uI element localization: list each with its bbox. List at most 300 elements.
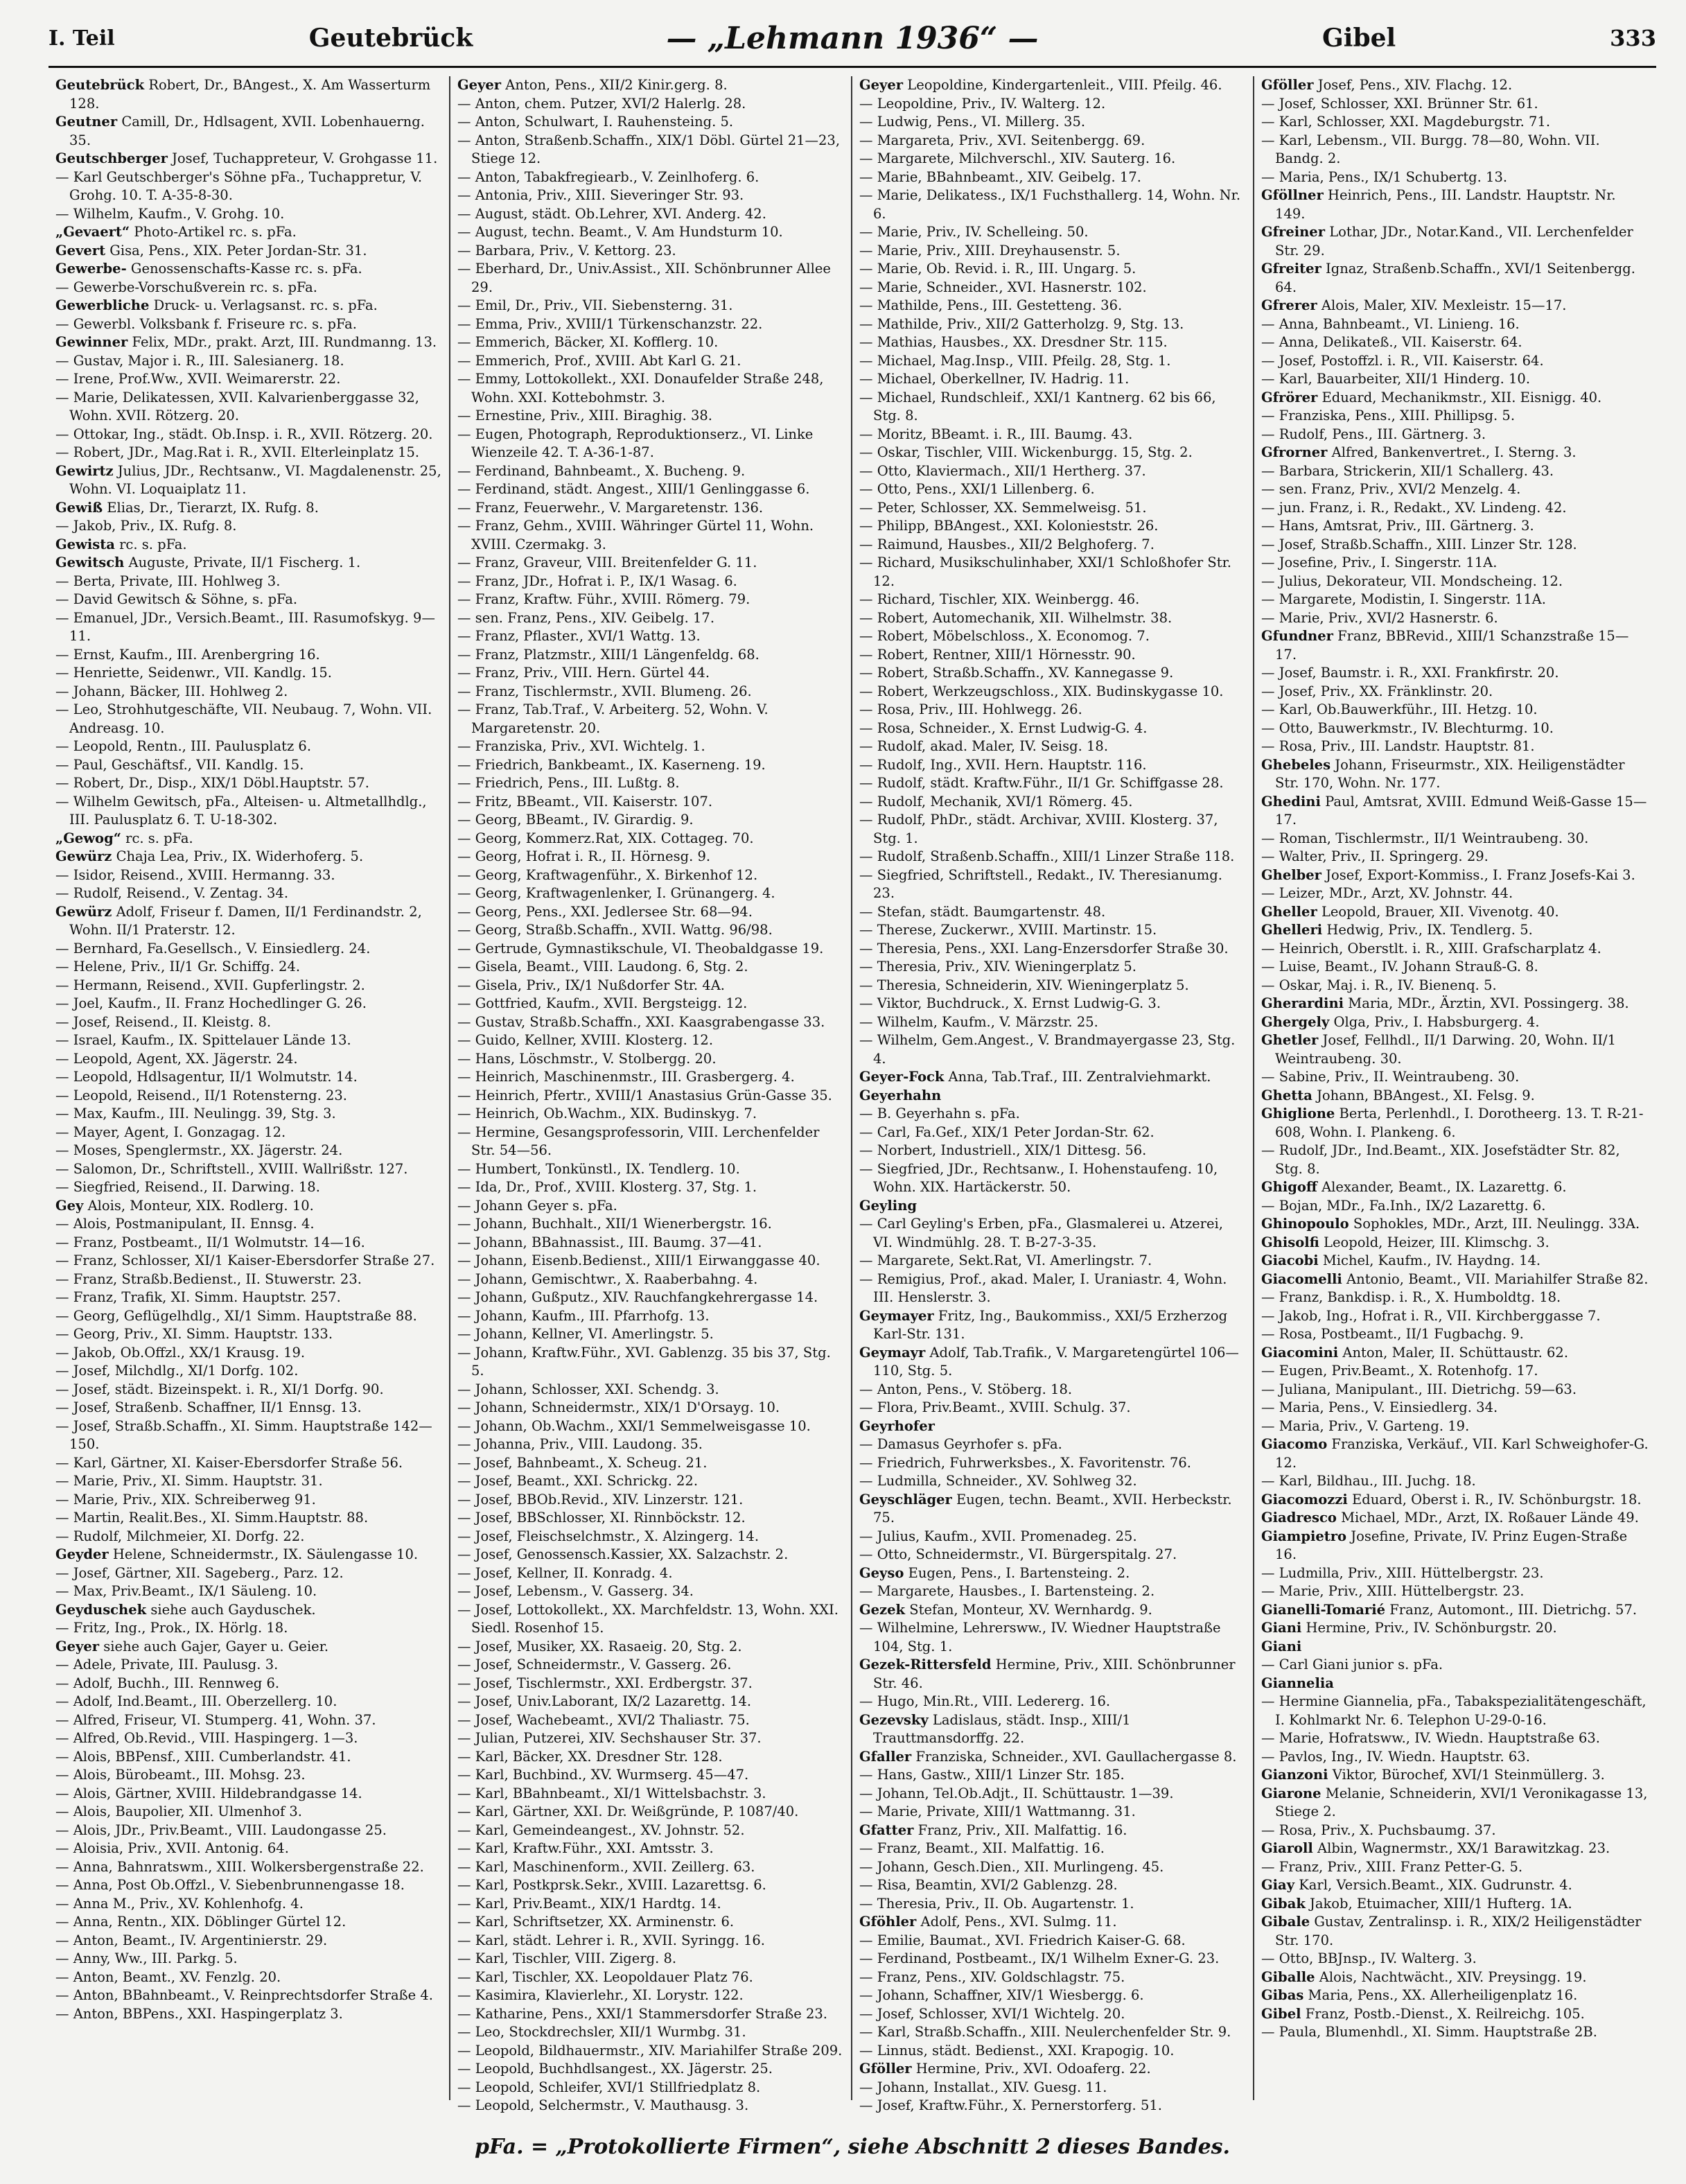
entry-details: Auguste, Private, II/1 Fischerg. 1. [128,554,361,570]
directory-entry [1261,756,1649,793]
entry-surname: Gibale [1261,1914,1310,1930]
entry-details: — Josef, Schneidermstr., V. Gasserg. 26. [457,1657,732,1672]
entry-details: — Franz, Pflaster., XVI/1 Wattg. 13. [457,628,701,644]
part-label: I. Teil [49,26,115,51]
entry-surname: Gibas [1261,1987,1304,2003]
directory-entry [55,1087,442,1106]
directory-entry [457,1876,844,1895]
entry-details: — Paul, Geschäftsf., VII. Kandlg. 15. [55,756,304,773]
directory-entry [1261,1252,1649,1270]
entry-details: — Franz, Beamt., XII. Malfattig. 16. [859,1840,1105,1856]
directory-entry [859,609,1246,628]
entry-details: — Gustav, Straßb.Schaffn., XXI. Kaasgrabengasse 33. [457,1013,825,1030]
directory-entry [457,958,844,977]
directory-entry [55,591,442,609]
directory-entry [1261,1215,1649,1234]
directory-title: — „Lehmann 1936“ — [666,20,1039,56]
directory-entry [457,333,844,352]
entry-details: Eugen, techn. Beamt., XVII. Herbeckstr. 75. [873,1491,1232,1526]
directory-entry [1261,627,1649,664]
directory-entry [55,884,442,903]
directory-entry [1261,1031,1649,1068]
entry-details: — Johann, Kellner, VI. Amerlingstr. 5. [457,1326,714,1342]
entry-surname: Giacomo [1261,1436,1328,1452]
entry-details: — Leopoldine, Priv., IV. Walterg. 12. [859,95,1106,112]
entry-details: Viktor, Bürochef, XVI/1 Steinmüllerg. 3. [1332,1767,1605,1783]
directory-entry [859,1766,1246,1785]
directory-entry [457,1270,844,1289]
directory-entry [859,333,1246,352]
entry-details: — Anton, Beamt., IV. Argentinierstr. 29. [55,1932,328,1948]
entry-details: — Karl, Priv.Beamt., XIX/1 Hardtg. 14. [457,1895,721,1912]
entry-surname: Giballe [1261,1968,1315,1985]
entry-details: Antonio, Beamt., VII. Mariahilfer Straße 82. [1346,1270,1649,1287]
entry-details: — Bojan, MDr., Fa.Inh., IX/2 Lazarettg. 6. [1261,1197,1546,1214]
entry-details: — Barbara, Strickerin, XII/1 Schallerg. 43. [1261,462,1554,479]
directory-entry [55,756,442,775]
directory-entry [1261,480,1649,499]
directory-entry [859,1068,1246,1087]
entry-details: Leopoldine, Kindergartenleit., VIII. Pfeilg. 46. [907,77,1222,93]
directory-entry [859,1582,1246,1601]
entry-details: — Franz, Tischlermstr., XVII. Blumeng. 26. [457,683,752,699]
directory-entry [55,499,442,518]
entry-details: — Friedrich, Bankbeamt., IX. Kaserneng. 19. [457,756,766,773]
entry-details: — Otto, BBJnsp., IV. Walterg. 3. [1261,1950,1477,1966]
directory-entry [1261,1197,1649,1216]
directory-entry [859,1215,1246,1252]
entry-surname: Gfrorner [1261,444,1328,460]
directory-entry [55,242,442,261]
directory-entry [1261,333,1649,352]
directory-entry [457,1968,844,1987]
entry-surname: Giay [1261,1877,1295,1893]
directory-entry [457,1546,844,1564]
entry-surname: Geyer [859,77,904,93]
entry-details: — Robert, Automechanik, XII. Wilhelmstr. 38. [859,609,1173,626]
entry-details: — Leopold, Buchhdlsangest., XX. Jägerstr. 25. [457,2061,773,2077]
entry-details: — Margarete, Milchverschl., XIV. Sauterg. 16. [859,150,1176,166]
directory-entry [859,426,1246,444]
entry-details: — Marie, Delikatessen, XVII. Kalvarienberggasse 32, Wohn. XVII. Rötzerg. 20. [55,389,419,423]
directory-entry [55,1913,442,1932]
directory-entry [859,1785,1246,1803]
directory-entry [1261,2005,1649,2024]
directory-entry [1261,591,1649,609]
entry-details: — Georg, Hofrat i. R., II. Hörnesg. 9. [457,848,711,864]
entry-details: — Marie, Priv., XIII. Hüttelbergstr. 23. [1261,1583,1525,1599]
directory-entry [859,701,1246,719]
directory-entry [457,1638,844,1657]
directory-entry [457,1932,844,1950]
entry-details: — Johann, Tel.Ob.Adjt., II. Schüttaustr. 1—39. [859,1785,1174,1801]
entry-details: — Josef, Straßb.Schaffn., XIII. Linzer Str. 128. [1261,536,1577,552]
entry-details: — Philipp, BBAngest., XXI. Kolonieststr. 26. [859,518,1159,534]
directory-entry [457,1601,844,1638]
directory-entry [1261,884,1649,903]
entry-surname: Geutebrück [55,77,145,93]
directory-entry [55,1178,442,1197]
entry-surname: Giani [1261,1620,1302,1636]
entry-details: Hermine, Priv., IV. Schönburgstr. 20. [1306,1620,1557,1636]
entry-details: — Rudolf, Mechanik, XVI/1 Römerg. 45. [859,793,1133,810]
directory-entry [457,756,844,775]
entry-details: — Josef, Fleischselchmstr., X. Alzingerg. 14. [457,1528,759,1544]
entry-details: — Karl, Kraftw.Führ., XXI. Amtsstr. 3. [457,1840,714,1856]
entry-details: — Hermine Giannelia, pFa., Tabakspezialitätengeschäft, I. Kohlmarkt Nr. 6. Telephon U-29-0-16. [1261,1693,1647,1728]
directory-entry [1261,737,1649,756]
entry-details: — Karl, Lebensm., VII. Burgg. 78—80, Wohn. VII. Bandg. 2. [1261,132,1600,166]
entry-details: — Josef, Kellner, II. Konradg. 4. [457,1564,673,1581]
directory-entry [1261,315,1649,334]
directory-entry [859,646,1246,665]
entry-details: — Johann, BBahnassist., III. Baumg. 37—41. [457,1234,762,1250]
entry-details: — Heinrich, Maschinenmstr., III. Grasbergerg. 4. [457,1069,795,1085]
directory-entry [859,958,1246,977]
directory-entry [55,1895,442,1914]
entry-surname: Gewürz [55,848,112,864]
entry-details: — Leo, Strohhutgeschäfte, VII. Neubaug. 7, Wohn. VII. Andreasg. 10. [55,701,432,736]
entry-details: — Johann Geyer s. pFa. [457,1197,617,1214]
entry-details: — Gewerbl. Volksbank f. Friseure rc. s. pFa. [55,315,357,332]
entry-details: — Anna, Delikateß., VII. Kaiserstr. 64. [1261,334,1522,350]
directory-entry [457,1895,844,1914]
entry-details: Fritz, Ing., Baukommiss., XXI/5 Erzherzog Karl-Str. 131. [873,1307,1228,1342]
directory-entry [859,1307,1246,1344]
entry-details: — Julian, Putzerei, XIV. Sechshauser Str. 37. [457,1730,762,1746]
directory-entry [1261,1435,1649,1472]
entry-details: — Joel, Kaufm., II. Franz Hochedlinger G. 26. [55,995,367,1011]
entry-details: Franz, Postb.-Dienst., X. Reilreichg. 105. [1305,2005,1585,2022]
entry-details: — Norbert, Industriell., XIX/1 Dittesg. 56. [859,1142,1147,1158]
entry-details: Stefan, Monteur, XV. Wernhardg. 9. [909,1601,1152,1618]
entry-details: — Emma, Priv., XVIII/1 Türkenschanzstr. 22. [457,315,763,332]
directory-entry [1261,1748,1649,1767]
directory-entry [1261,389,1649,408]
directory-entry [457,811,844,830]
entry-details: — Gertrude, Gymnastikschule, VI. Theobaldgasse 19. [457,940,824,956]
directory-entry [457,1528,844,1546]
entry-details: — Marie, Hofratsww., IV. Wiedn. Hauptstraße 63. [1261,1730,1600,1746]
entry-details: — Hans, Amtsrat, Priv., III. Gärtnerg. 3. [1261,518,1534,534]
directory-entry [1261,1105,1649,1142]
footer-note: pFa. = „Protokollierte Firmen“, siehe Abschnitt 2 dieses Bandes. [475,2135,1230,2159]
entry-details: — Robert, Straßb.Schaffn., XV. Kannegasse 9. [859,665,1174,681]
directory-entry [55,150,442,168]
entry-details: — Guido, Kellner, XVIII. Klosterg. 12. [457,1032,714,1048]
entry-details: Josef, Pens., XIV. Flachg. 12. [1317,77,1513,93]
entry-details: — Rudolf, Pens., III. Gärtnerg. 3. [1261,426,1486,442]
directory-entry [859,389,1246,426]
directory-entry [457,1803,844,1822]
directory-entry [859,1142,1246,1160]
entry-details: — David Gewitsch & Söhne, s. pFa. [55,591,298,607]
entry-details: — August, techn. Beamt., V. Am Hundsturm 10. [457,224,783,240]
directory-entry [859,1270,1246,1307]
directory-entry [55,1932,442,1950]
entry-details: — Leopold, Schleifer, XVI/1 Stillfriedplatz 8. [457,2079,761,2095]
entry-surname: Gezek-Rittersfeld [859,1657,992,1672]
entry-details: — Josef, Milchdlg., XI/1 Dorfg. 102. [55,1363,299,1379]
directory-entry [55,1638,442,1657]
directory-entry [55,1986,442,2005]
entry-details: — Josef, Lottokollekt., XX. Marchfeldstr. 13, Wohn. XXI. Siedl. Rosenhof 15. [457,1601,838,1636]
directory-entry [1261,1528,1649,1564]
entry-details: — Karl, Gemeindeangest., XV. Johnstr. 52. [457,1822,745,1838]
entry-details: — Maria, Priv., V. Garteng. 19. [1261,1417,1470,1434]
entry-details: — Max, Priv.Beamt., IX/1 Säuleng. 10. [55,1583,317,1599]
entry-details: — Georg, Geflügelhdlg., XI/1 Simm. Hauptstraße 88. [55,1307,417,1324]
entry-details: — Alois, BBPensf., XIII. Cumberlandstr. 41. [55,1748,351,1765]
entry-details: — Mayer, Agent, I. Gonzagag. 12. [55,1124,286,1140]
entry-details: Ladislaus, städt. Insp., XIII/1 Trauttmansdorffg. 22. [873,1711,1131,1746]
entry-details: — Rudolf, Ing., XVII. Hern. Hauptstr. 116. [859,756,1147,773]
directory-entry [859,297,1246,315]
directory-entry [457,884,844,903]
entry-surname: Giani [1261,1638,1302,1654]
entry-surname: Gfrerer [1261,297,1317,313]
directory-entry [859,811,1246,848]
directory-entry [859,242,1246,261]
directory-entry [457,848,844,866]
directory-entry [55,1288,442,1307]
directory-entry [55,517,442,536]
entry-details: — Katharine, Pens., XXI/1 Stammersdorfer Straße 23. [457,2005,827,2022]
directory-entry [859,1252,1246,1270]
entry-details: — Franz, Gehm., XVIII. Währinger Gürtel 11, Wohn. XVIII. Czermakg. 3. [457,518,814,552]
entry-surname: Giannelia [1261,1675,1334,1691]
entry-details: — Wilhelm, Gem.Angest., V. Brandmayergasse 23, Stg. 4. [859,1032,1236,1067]
entry-details: — Ferdinand, Postbeamt., IX/1 Wilhelm Exner-G. 23. [859,1950,1220,1966]
entry-details: — Otto, Pens., XXI/1 Lillenberg. 6. [859,481,1095,497]
directory-entry [55,848,442,866]
entry-details: — Walter, Priv., II. Springerg. 29. [1261,848,1489,864]
directory-entry [1261,2023,1649,2042]
entry-details: — Wilhelm, Kaufm., V. Grohg. 10. [55,205,285,222]
entry-details: Eduard, Oberst i. R., IV. Schönburgstr. 18. [1351,1491,1642,1508]
entry-details: — Josef, Musiker, XX. Rasaeig. 20, Stg. 2. [457,1638,742,1654]
entry-details: — Robert, Möbelschloss., X. Economog. 7. [859,628,1150,644]
entry-details: — Franz, Priv., VIII. Hern. Gürtel 44. [457,665,710,681]
entry-details: — Josef, BBSchlosser, XI. Rinnböckstr. 12. [457,1510,746,1526]
directory-entry [55,1509,442,1528]
directory-entry [55,1656,442,1675]
entry-details: Alois, Maler, XIV. Mexleistr. 15—17. [1321,297,1567,313]
entry-details: — Richard, Tischler, XIX. Weinbergg. 46. [859,591,1140,607]
entry-surname: Gfundner [1261,628,1333,644]
entry-details: — Michael, Rundschleif., XXI/1 Kantnerg. 62 bis 66, Stg. 8. [859,389,1216,423]
directory-entry [859,1803,1246,1822]
directory-entry [1261,1399,1649,1417]
entry-details: — Israel, Kaufm., IX. Spittelauer Lände 13. [55,1032,351,1048]
directory-entry [457,315,844,334]
directory-entry [457,132,844,168]
entry-surname: Ghigoff [1261,1179,1317,1195]
directory-entry [457,1325,844,1344]
entry-details: — Johann, Kaufm., III. Pfarrhofg. 13. [457,1307,710,1324]
directory-entry [1261,995,1649,1013]
entry-details: — Johann, Schneidermstr., XIX/1 D'Orsayg. 10. [457,1399,780,1415]
entry-details: — Emilie, Baumat., XVI. Friedrich Kaiser-G. 68. [859,1932,1186,1948]
entry-details: — Paula, Blumenhdl., XI. Simm. Hauptstraße 2B. [1261,2024,1597,2040]
entry-details: — Franz, Schlosser, XI/1 Kaiser-Ebersdorfer Straße 27. [55,1252,435,1268]
entry-details: — Kasimira, Klavierlehr., XI. Lorystr. 122. [457,1987,744,2003]
directory-entry [55,1362,442,1381]
entry-details: — Rudolf, Reisend., V. Zentag. 34. [55,885,289,901]
entry-details: — Josef, Beamt., XXI. Schrickg. 22. [457,1473,699,1489]
directory-entry [55,1785,442,1803]
entry-details: — Therese, Zuckerwr., XVIII. Martinstr. 15. [859,922,1157,938]
entry-surname: Ghisolfi [1261,1234,1319,1250]
directory-entry [859,536,1246,554]
directory-entry [55,1050,442,1069]
entry-details: Adolf, Pens., XVI. Sulmg. 11. [920,1914,1117,1930]
directory-entry [859,279,1246,297]
entry-details: — Josef, Straßb.Schaffn., XI. Simm. Hauptstraße 142—150. [55,1417,432,1452]
entry-details: Olga, Priv., I. Habsburgerg. 4. [1333,1013,1540,1030]
directory-entry [859,1435,1246,1454]
directory-entry [55,683,442,701]
directory-entry [457,1197,844,1216]
directory-entry [457,186,844,205]
directory-entry [55,1344,442,1363]
entry-surname: Geyer-Fock [859,1069,945,1085]
directory-entry [55,1325,442,1344]
entry-surname: Gheller [1261,903,1317,920]
entry-details: — Maria, Pens., V. Einsiedlerg. 34. [1261,1399,1498,1415]
entry-details: — Margareta, Priv., XVI. Seitenbergg. 69. [859,132,1145,148]
entry-details: — Josef, Univ.Laborant, IX/2 Lazarettg. 14. [457,1693,752,1709]
entry-details: — Marie, Priv., IV. Schelleing. 50. [859,224,1089,240]
directory-entry [457,2079,844,2097]
directory-entry [859,2042,1246,2061]
entry-details: Gisa, Pens., XIX. Peter Jordan-Str. 31. [109,242,367,259]
directory-entry [1261,426,1649,444]
directory-entry [55,1564,442,1583]
directory-entry [1261,977,1649,995]
entry-details: — Isidor, Reisend., XVIII. Hermanng. 33. [55,866,335,883]
entry-surname: Gezek [859,1601,906,1618]
entry-surname: Gewista [55,536,115,552]
entry-details: — Robert, Werkzeugschloss., XIX. Budinskygasse 10. [859,683,1224,699]
entry-details: — Alois, Gärtner, XVIII. Hildebrandgasse 14. [55,1785,362,1801]
entry-surname: Ghedini [1261,793,1321,810]
directory-entry [55,1491,442,1510]
directory-entry [859,260,1246,279]
entry-details: — August, städt. Ob.Lehrer, XVI. Anderg. 42. [457,205,766,222]
entry-columns [49,76,1656,2113]
directory-entry [1261,1895,1649,1914]
entry-details: Karl, Versich.Beamt., XIX. Gudrunstr. 4. [1299,1877,1572,1893]
entry-details: — Anton, BBPens., XXI. Haspingerplatz 3. [55,2005,343,2022]
entry-details: Helene, Schneidermstr., IX. Säulengasse 10. [112,1546,419,1562]
entry-details: — Georg, Kraftwagenlenker, I. Grünangerg. 4. [457,885,775,901]
directory-entry [55,1876,442,1895]
entry-details: — Emmerich, Prof., XVIII. Abt Karl G. 21. [457,352,741,369]
directory-entry [55,1601,442,1620]
entry-details: — Oskar, Tischler, VIII. Wickenburgg. 15, Stg. 2. [859,444,1193,460]
directory-entry [457,1307,844,1326]
directory-entry [859,554,1246,591]
directory-entry [859,866,1246,903]
entry-details: — Jakob, Ob.Offzl., XX/1 Krausg. 19. [55,1344,306,1361]
entry-details: — Raimund, Hausbes., XII/2 Belghoferg. 7. [859,536,1154,552]
entry-details: — Johann, Schlosser, XXI. Schendg. 3. [457,1381,719,1397]
directory-entry [1261,1234,1649,1252]
directory-entry [55,1840,442,1858]
directory-entry [457,1160,844,1179]
directory-entry [55,315,442,334]
entry-details: — Karl, Ob.Bauwerkführ., III. Hetzg. 10. [1261,701,1538,717]
directory-entry [457,1913,844,1932]
entry-surname: Geyerhahn [859,1087,942,1103]
directory-entry [457,1656,844,1675]
directory-entry [457,1234,844,1252]
entry-surname: Geyrhofer [859,1417,935,1434]
entry-details: Anton, Maler, II. Schüttaustr. 62. [1342,1344,1569,1361]
directory-entry [457,664,844,683]
entry-details: — Anna M., Priv., XV. Kohlenhofg. 4. [55,1895,304,1912]
directory-entry [55,1105,442,1124]
entry-details: — Ernestine, Priv., XIII. Biraghig. 38. [457,408,712,423]
directory-entry [859,2079,1246,2097]
entry-details: — Karl, Schriftsetzer, XX. Arminenstr. 6. [457,1914,735,1930]
directory-entry [859,1950,1246,1968]
directory-entry [457,1013,844,1032]
entry-surname: Giaroll [1261,1840,1313,1856]
directory-entry [55,1546,442,1564]
entry-details: — Leopold, Rentn., III. Paulusplatz 6. [55,738,312,754]
directory-entry [1261,223,1649,260]
entry-surname: Geyschläger [859,1491,952,1508]
entry-details: — Emil, Dr., Priv., VII. Siebensterng. 31. [457,297,733,313]
entry-details: — Hugo, Min.Rt., VIII. Ledererg. 16. [859,1693,1111,1709]
directory-entry [859,352,1246,371]
directory-entry [859,1564,1246,1583]
entry-details: — Franz, Straßb.Bedienst., II. Stuwerstr. 23. [55,1270,362,1287]
directory-entry [55,260,442,279]
entry-surname: Giacomozzi [1261,1491,1348,1508]
entry-details: — Helene, Priv., II/1 Gr. Schiffg. 24. [55,959,301,975]
entry-details: — Alois, Bürobeamt., III. Mohsg. 23. [55,1767,306,1783]
entry-details: Heinrich, Pens., III. Landstr. Hauptstr. Nr. 149. [1275,187,1616,222]
directory-entry [457,977,844,995]
directory-entry [55,1142,442,1160]
entry-details: — Karl, BBahnbeamt., XI/1 Wittelsbachstr. 3. [457,1785,766,1801]
directory-entry [55,1729,442,1748]
entry-surname: Gewitsch [55,554,125,570]
entry-details: — Gisela, Beamt., VIII. Laudong. 6, Stg. 2. [457,959,748,975]
entry-surname: Geymayr [859,1344,926,1361]
entry-details: — sen. Franz, Priv., XVI/2 Menzelg. 4. [1261,481,1521,497]
entry-details: Albin, Wagnermstr., XX/1 Barawitzkag. 23. [1317,1840,1610,1856]
entry-details: — Hans, Löschmstr., V. Stolbergg. 20. [457,1050,717,1067]
directory-entry [457,260,844,297]
entry-details: Josef, Tuchappreteur, V. Grohgasse 11. [172,150,438,166]
entry-details: — Marie, Private, XIII/1 Wattmanng. 31. [859,1803,1136,1819]
entry-details: — Leizer, MDr., Arzt, XV. Johnstr. 44. [1261,885,1513,901]
directory-entry [1261,407,1649,426]
entry-details: Franz, Automont., III. Dietrichg. 57. [1389,1601,1637,1618]
directory-entry [55,1675,442,1693]
directory-entry [859,480,1246,499]
directory-entry [457,1105,844,1124]
entry-details: — Anna, Post Ob.Offzl., V. Siebenbrunnengasse 18. [55,1877,405,1893]
entry-details: siehe auch Gayduschek. [150,1601,316,1618]
entry-surname: Giacomelli [1261,1270,1342,1287]
entry-details: — Moses, Spenglermstr., XX. Jägerstr. 24. [55,1142,343,1158]
directory-entry [1261,1491,1649,1510]
